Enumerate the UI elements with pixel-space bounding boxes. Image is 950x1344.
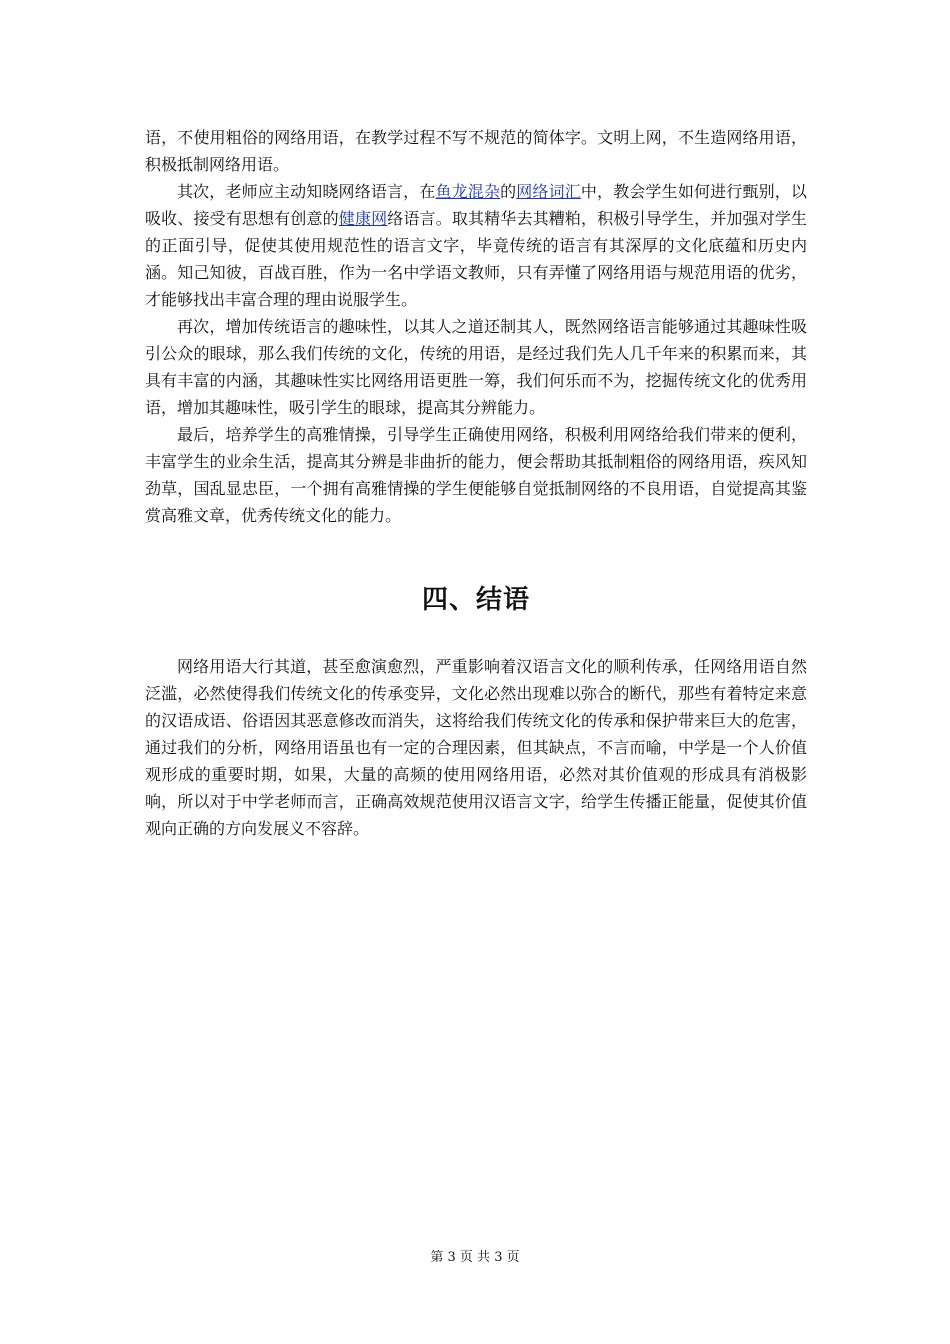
inline-link[interactable]: 鱼龙混杂	[435, 182, 501, 201]
paragraph-text: 的	[500, 182, 517, 201]
paragraph-text: 最后，培养学生的高雅情操，引导学生正确使用网络，积极利用网络给我们带来的便利，丰富学生的业余生活，提高其分辨是非曲折的能力，便会帮助其抵制粗俗的网络用语，疾风知劲草，国乱显忠臣，一个拥有高雅情操的学生便能够自觉抵制网络的不良用语，自觉提高其鉴赏高雅文章，优秀传统文化的能力。	[145, 425, 807, 525]
body-paragraph	[145, 124, 807, 178]
inline-link[interactable]: 健康网	[338, 209, 388, 228]
inline-link[interactable]: 网络词汇	[516, 182, 581, 201]
conclusion-paragraph: 网络用语大行其道，甚至愈演愈烈，严重影响着汉语言文化的顺利传承，任网络用语自然泛滥，必然使得我们传统文化的传承变异，文化必然出现难以弥合的断代，那些有着特定来意的汉语成语、俗语因其恶意修改而消失，这将给我们传统文化的传承和保护带来巨大的危害，通过我们的分析，网络用语虽也有一定的合理因素，但其缺点，不言而喻，中学是一个人价值观形成的重要时期，如果，大量的高频的使用网络用语，必然对其价值观的形成具有消极影响，所以对于中学老师而言，正确高效规范使用汉语言文字，给学生传播正能量，促使其价值观向正确的方向发展义不容辞。	[145, 657, 807, 838]
paragraph-text: 中，教会学生如何进行甄别，以吸收、接受有思想有创意的	[145, 182, 807, 228]
body-paragraphs	[145, 124, 807, 529]
paragraph-text: 语，不使用粗俗的网络用语，在教学过程不写不规范的简体字。文明上网，不生造网络用语，积极抵制网络用语。	[145, 128, 807, 174]
section-heading: 四、结语	[421, 585, 530, 615]
paragraph-text: 其次，老师应主动知晓网络语言，在	[177, 182, 436, 201]
body-paragraph	[145, 421, 807, 529]
body-paragraph	[145, 178, 807, 313]
paragraph-text: 络语言。取其精华去其糟粕，积极引导学生，并加强对学生的正面引导，促使其使用规范性的语言文字，毕竟传统的语言有其深厚的文化底蕴和历史内涵。知己知彼，百战百胜，作为一名中学语文教师，只有弄懂了网络用语与规范用语的优劣，才能够找出丰富合理的理由说服学生。	[145, 209, 807, 309]
paragraph-text: 再次，增加传统语言的趣味性，以其人之道还制其人，既然网络语言能够通过其趣味性吸引公众的眼球，那么我们传统的文化，传统的用语，是经过我们先人几千年来的积累而来，其具有丰富的内涵，其趣味性实比网络用语更胜一筹，我们何乐而不为，挖掘传统文化的优秀用语，增加其趣味性，吸引学生的眼球，提高其分辨能力。	[145, 317, 807, 417]
body-paragraph	[145, 313, 807, 421]
page-footer: 第 3 页 共 3 页	[430, 1250, 520, 1265]
page-content	[145, 124, 807, 842]
